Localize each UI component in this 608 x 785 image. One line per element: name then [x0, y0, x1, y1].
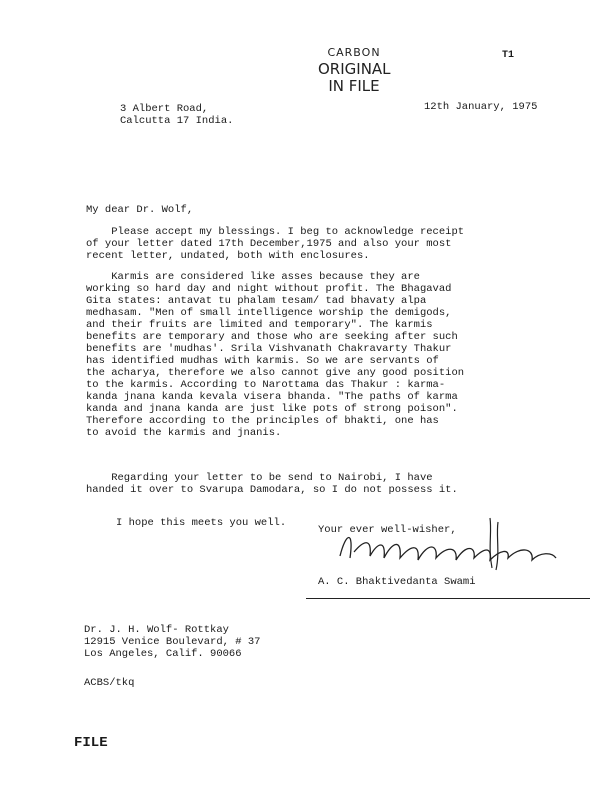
- signatory-name: A. C. Bhaktivedanta Swami: [318, 576, 476, 588]
- paragraph-karmis: Karmis are considered like asses because they are working so hard day and night without profit. The Bhagavad Gita states: antavat tu phalam tesam/ tad bhavaty alpa medhasam. "Men of small intelligence worship the demigods, and their fruits are limited and temporary". The karmis benefits are temporary and those who are seeking after such benefits are 'mudhas'. Srila Vishvanath Chakravarty Thakur has identified mudhas with karmis. So we are servants of the acharya, therefore we also cannot give any good position to the karmis. According to Narottama das Thakur : karma- kanda jnana kanda kevala visera bhanda. "The paths of karma kanda and jnana kanda are just like pots of strong poison". Therefore according to the principles of bhakti, one has to avoid the karmis and jnanis.: [86, 271, 465, 439]
- salutation: My dear Dr. Wolf,: [86, 204, 194, 216]
- reference-initials: ACBS/tkq: [84, 677, 135, 689]
- carbon-original-stamp: [318, 44, 390, 95]
- paragraph-acknowledgement: Please accept my blessings. I beg to acknowledge receipt of your letter dated 17th December,1975 and also your most recent letter, undated, both with enclosures.: [86, 226, 465, 262]
- paragraph-nairobi-letter: Regarding your letter to be send to Nairobi, I have handed it over to Svarupa Damodara, so I do not possess it.: [86, 472, 458, 496]
- closing-line: Your ever well-wisher,: [318, 524, 457, 536]
- signature-rule: [306, 598, 590, 599]
- stamp-line-in-file: IN FILE: [328, 77, 380, 95]
- file-mark: FILE: [74, 735, 108, 751]
- stamp-line-carbon: CARBON: [327, 46, 381, 59]
- handwritten-signature: [320, 512, 580, 574]
- stamp-line-original: ORIGINAL: [318, 60, 391, 78]
- corner-mark: T1: [502, 50, 515, 61]
- sender-address: 3 Albert Road, Calcutta 17 India.: [120, 103, 234, 127]
- paragraph-closing-wish: I hope this meets you well.: [116, 517, 287, 529]
- letter-date: 12th January, 1975: [424, 101, 538, 113]
- recipient-address: Dr. J. H. Wolf- Rottkay 12915 Venice Boulevard, # 37 Los Angeles, Calif. 90066: [84, 624, 261, 660]
